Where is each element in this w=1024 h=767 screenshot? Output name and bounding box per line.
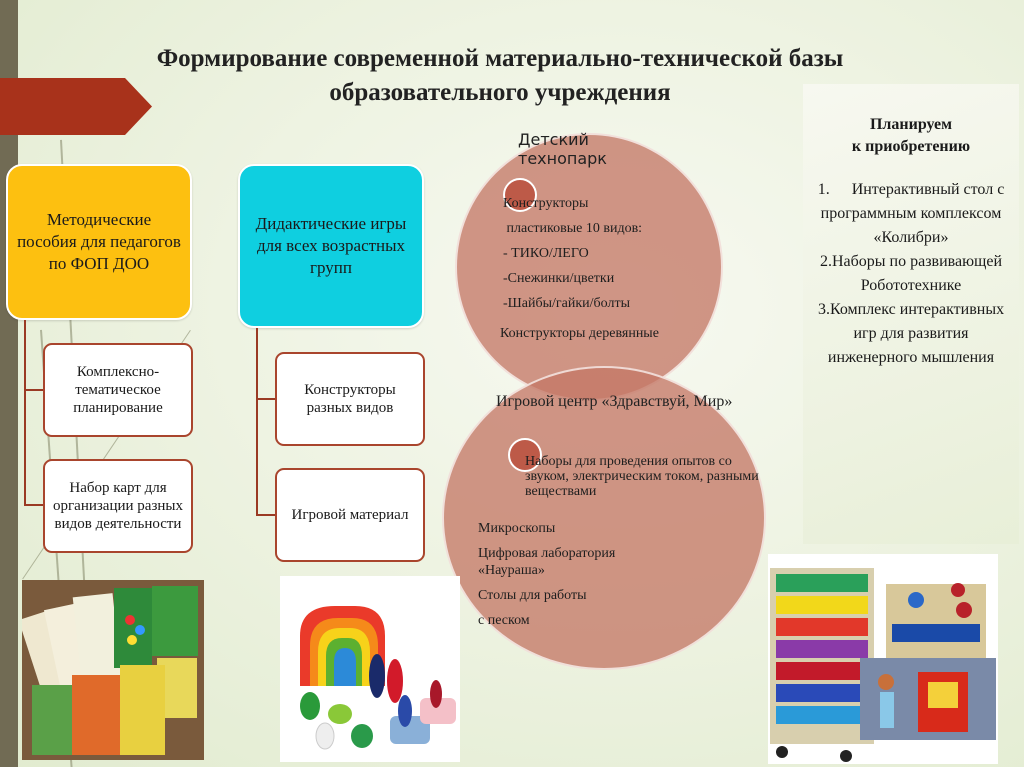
connector-line (24, 320, 26, 506)
methodical-main-label: Методические пособия для педагогов по ФОП ДОО (17, 210, 181, 273)
plan-item-number: 1. (817, 181, 830, 198)
technopark-heading-line2: технопарк (518, 149, 607, 168)
plan-title-line2: к приобретению (851, 138, 971, 155)
plan-title-line1: Планируем (869, 116, 953, 133)
game-material-box (275, 468, 425, 562)
methodical-main-box (6, 164, 192, 320)
game-center-heading: Игровой центр «Здравствуй, Мир» (496, 393, 733, 410)
plan-title (803, 114, 1019, 158)
technopark-heading (518, 130, 607, 168)
experiments-text: Наборы для проведения опытов со звуком, электрическим током, разными веществами (525, 454, 759, 499)
game-material-label: Игровой материал (291, 507, 409, 523)
rainbow-house-photo (280, 576, 460, 762)
cards-box (43, 459, 193, 553)
connector-line (24, 389, 44, 391)
technopark-item: Конструкторы (503, 196, 589, 211)
game-center-item: Цифровая лаборатория «Наураша» (478, 546, 616, 578)
cards-label: Набор карт для организации разных видов деятельности (53, 480, 183, 532)
technopark-item: -Снежинки/цветки (503, 271, 615, 286)
game-center-list (478, 520, 678, 629)
game-center-item: Столы для работы (478, 588, 587, 603)
connector-line (256, 398, 276, 400)
constructors-box (275, 352, 425, 446)
connector-line (256, 514, 276, 516)
title-line-1: Формирование современной материально-технической базы (156, 45, 844, 72)
plan-panel (803, 84, 1019, 544)
plan-list (803, 178, 1019, 370)
technopark-item: пластиковые 10 видов: (503, 221, 643, 236)
storage-lab-photo (768, 554, 998, 764)
planning-label: Комплексно-тематическое планирование (73, 364, 163, 416)
technopark-heading-line1: Детский (518, 130, 589, 149)
technopark-item: - ТИКО/ЛЕГО (503, 246, 589, 261)
planning-box (43, 343, 193, 437)
books-photo (22, 580, 204, 760)
didactic-main-label: Дидактические игры для всех возрастных групп (255, 214, 407, 277)
technopark-item: Конструкторы деревянные (500, 326, 659, 341)
plan-item-2: 2.Наборы по развивающей Робототехнике (819, 253, 1003, 294)
title-line-2: образовательного учреждения (329, 79, 671, 106)
connector-line (256, 328, 258, 516)
game-center-item: с песком (478, 613, 530, 628)
didactic-main-box (238, 164, 424, 328)
plan-item-1 (813, 178, 1009, 250)
plan-item-text: Интерактивный стол с программным комплексом «Колибри» (820, 181, 1005, 246)
technopark-list (500, 195, 659, 342)
constructors-label: Конструкторы разных видов (304, 382, 396, 416)
technopark-item: -Шайбы/гайки/болты (503, 296, 630, 311)
plan-item-3: 3.Комплекс интерактивных игр для развития инженерного мышления (817, 301, 1005, 366)
connector-line (24, 504, 44, 506)
game-center-item: Микроскопы (478, 521, 556, 536)
